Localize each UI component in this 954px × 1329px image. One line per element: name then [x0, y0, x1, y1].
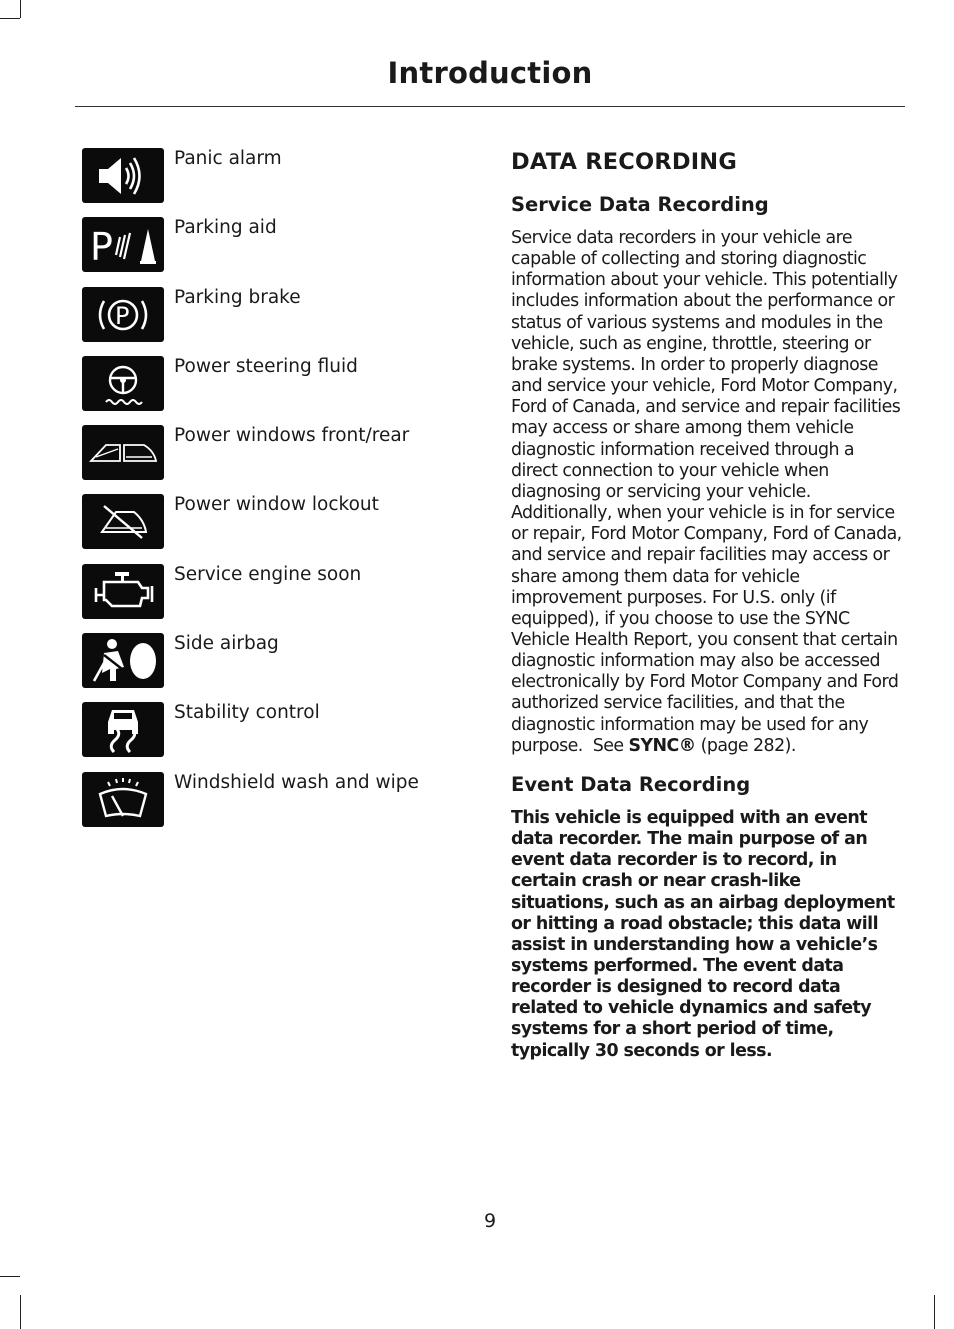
icon-label: Panic alarm [174, 148, 282, 169]
icon-list-item [82, 564, 462, 633]
side-airbag-icon [82, 633, 164, 688]
icon-label: Stability control [174, 702, 320, 724]
icon-list-item [82, 425, 462, 494]
service-data-paragraph [511, 228, 903, 757]
icon-label: Windshield wash and wipe [174, 771, 419, 793]
see-prefix: See [592, 735, 624, 756]
event-data-paragraph: This vehicle is equipped with an event data recorder. The main purpose of an event data recorder is to record, in certain crash or near crash-like situations, such as an airbag deployment or hitting a road obstacle; this data will assist in understanding how a vehicle’s systems performed. The event data recorder is designed to record data related to vehicle dynamics and safety systems for a short period of time, typically 30 seconds or less. [511, 807, 895, 1061]
warning-icon-list [82, 148, 462, 841]
crop-mark [20, 1295, 21, 1329]
page-title: Introduction [387, 56, 593, 90]
panic-alarm-icon [82, 148, 164, 203]
subsection-heading: Event Data Recording [511, 772, 751, 796]
section-heading: DATA RECORDING [511, 149, 737, 175]
icon-label: Power window lockout [174, 494, 379, 516]
stability-control-icon [82, 702, 164, 757]
icon-list-item [82, 148, 462, 217]
sync-link[interactable]: SYNC® [628, 735, 696, 756]
icon-list-item [82, 772, 462, 841]
icon-list-item [82, 356, 462, 425]
icon-list-item [82, 494, 462, 563]
page-number: 9 [483, 1210, 497, 1232]
icon-label: Side airbag [174, 633, 279, 655]
power-steering-fluid-icon [82, 356, 164, 411]
windshield-wash-wipe-icon [82, 772, 164, 827]
icon-label: Parking aid [174, 217, 277, 239]
power-window-lockout-icon [82, 494, 164, 549]
crop-mark [0, 1276, 20, 1277]
header-divider [75, 106, 905, 107]
icon-label: Power windows front/rear [174, 425, 410, 447]
see-suffix: (page 282). [700, 735, 796, 756]
crop-mark [20, 0, 21, 18]
icon-list-item [82, 287, 462, 356]
icon-list-item [82, 633, 462, 702]
subsection-heading: Service Data Recording [511, 193, 769, 216]
power-windows-icon [82, 425, 164, 480]
icon-list-item [82, 217, 462, 286]
icon-label: Service engine soon [174, 563, 362, 585]
crop-mark [934, 1295, 935, 1329]
icon-label: Power steering fluid [174, 355, 358, 377]
service-engine-icon [82, 564, 164, 619]
data-recording-section [511, 148, 903, 1062]
icon-list-item [82, 702, 462, 771]
service-data-body: Service data recorders in your vehicle are capable of collecting and storing diagnostic information about your vehicle. This potentially includes information about the performance or status of various systems and modules in the vehicle, such as engine, throttle, steering or brake systems. In order to properly diagnose and service your vehicle, Ford Motor Company, Ford of Canada, and service and repair facilities may access or share among them vehicle diagnostic information received through a direct connection to your vehicle when diagnosing or servicing your vehicle. Additionally, when your vehicle is in for service or repair, Ford Motor Company, Ford of Canada, and service and repair facilities may access or share among them data for vehicle improvement purposes. For U.S. only (if equipped), if you choose to use the SYNC Vehicle Health Report, you consent that certain diagnostic information may also be accessed electronically by Ford Motor Company and Ford authorized service facilities, and that the diagnostic information may be used for any purpose. [511, 228, 902, 756]
crop-mark [0, 18, 20, 19]
icon-label: Parking brake [174, 286, 301, 308]
parking-brake-icon [82, 287, 164, 342]
svg-text:P: P [90, 225, 113, 270]
parking-aid-icon [82, 217, 164, 272]
svg-text:P: P [115, 301, 130, 330]
